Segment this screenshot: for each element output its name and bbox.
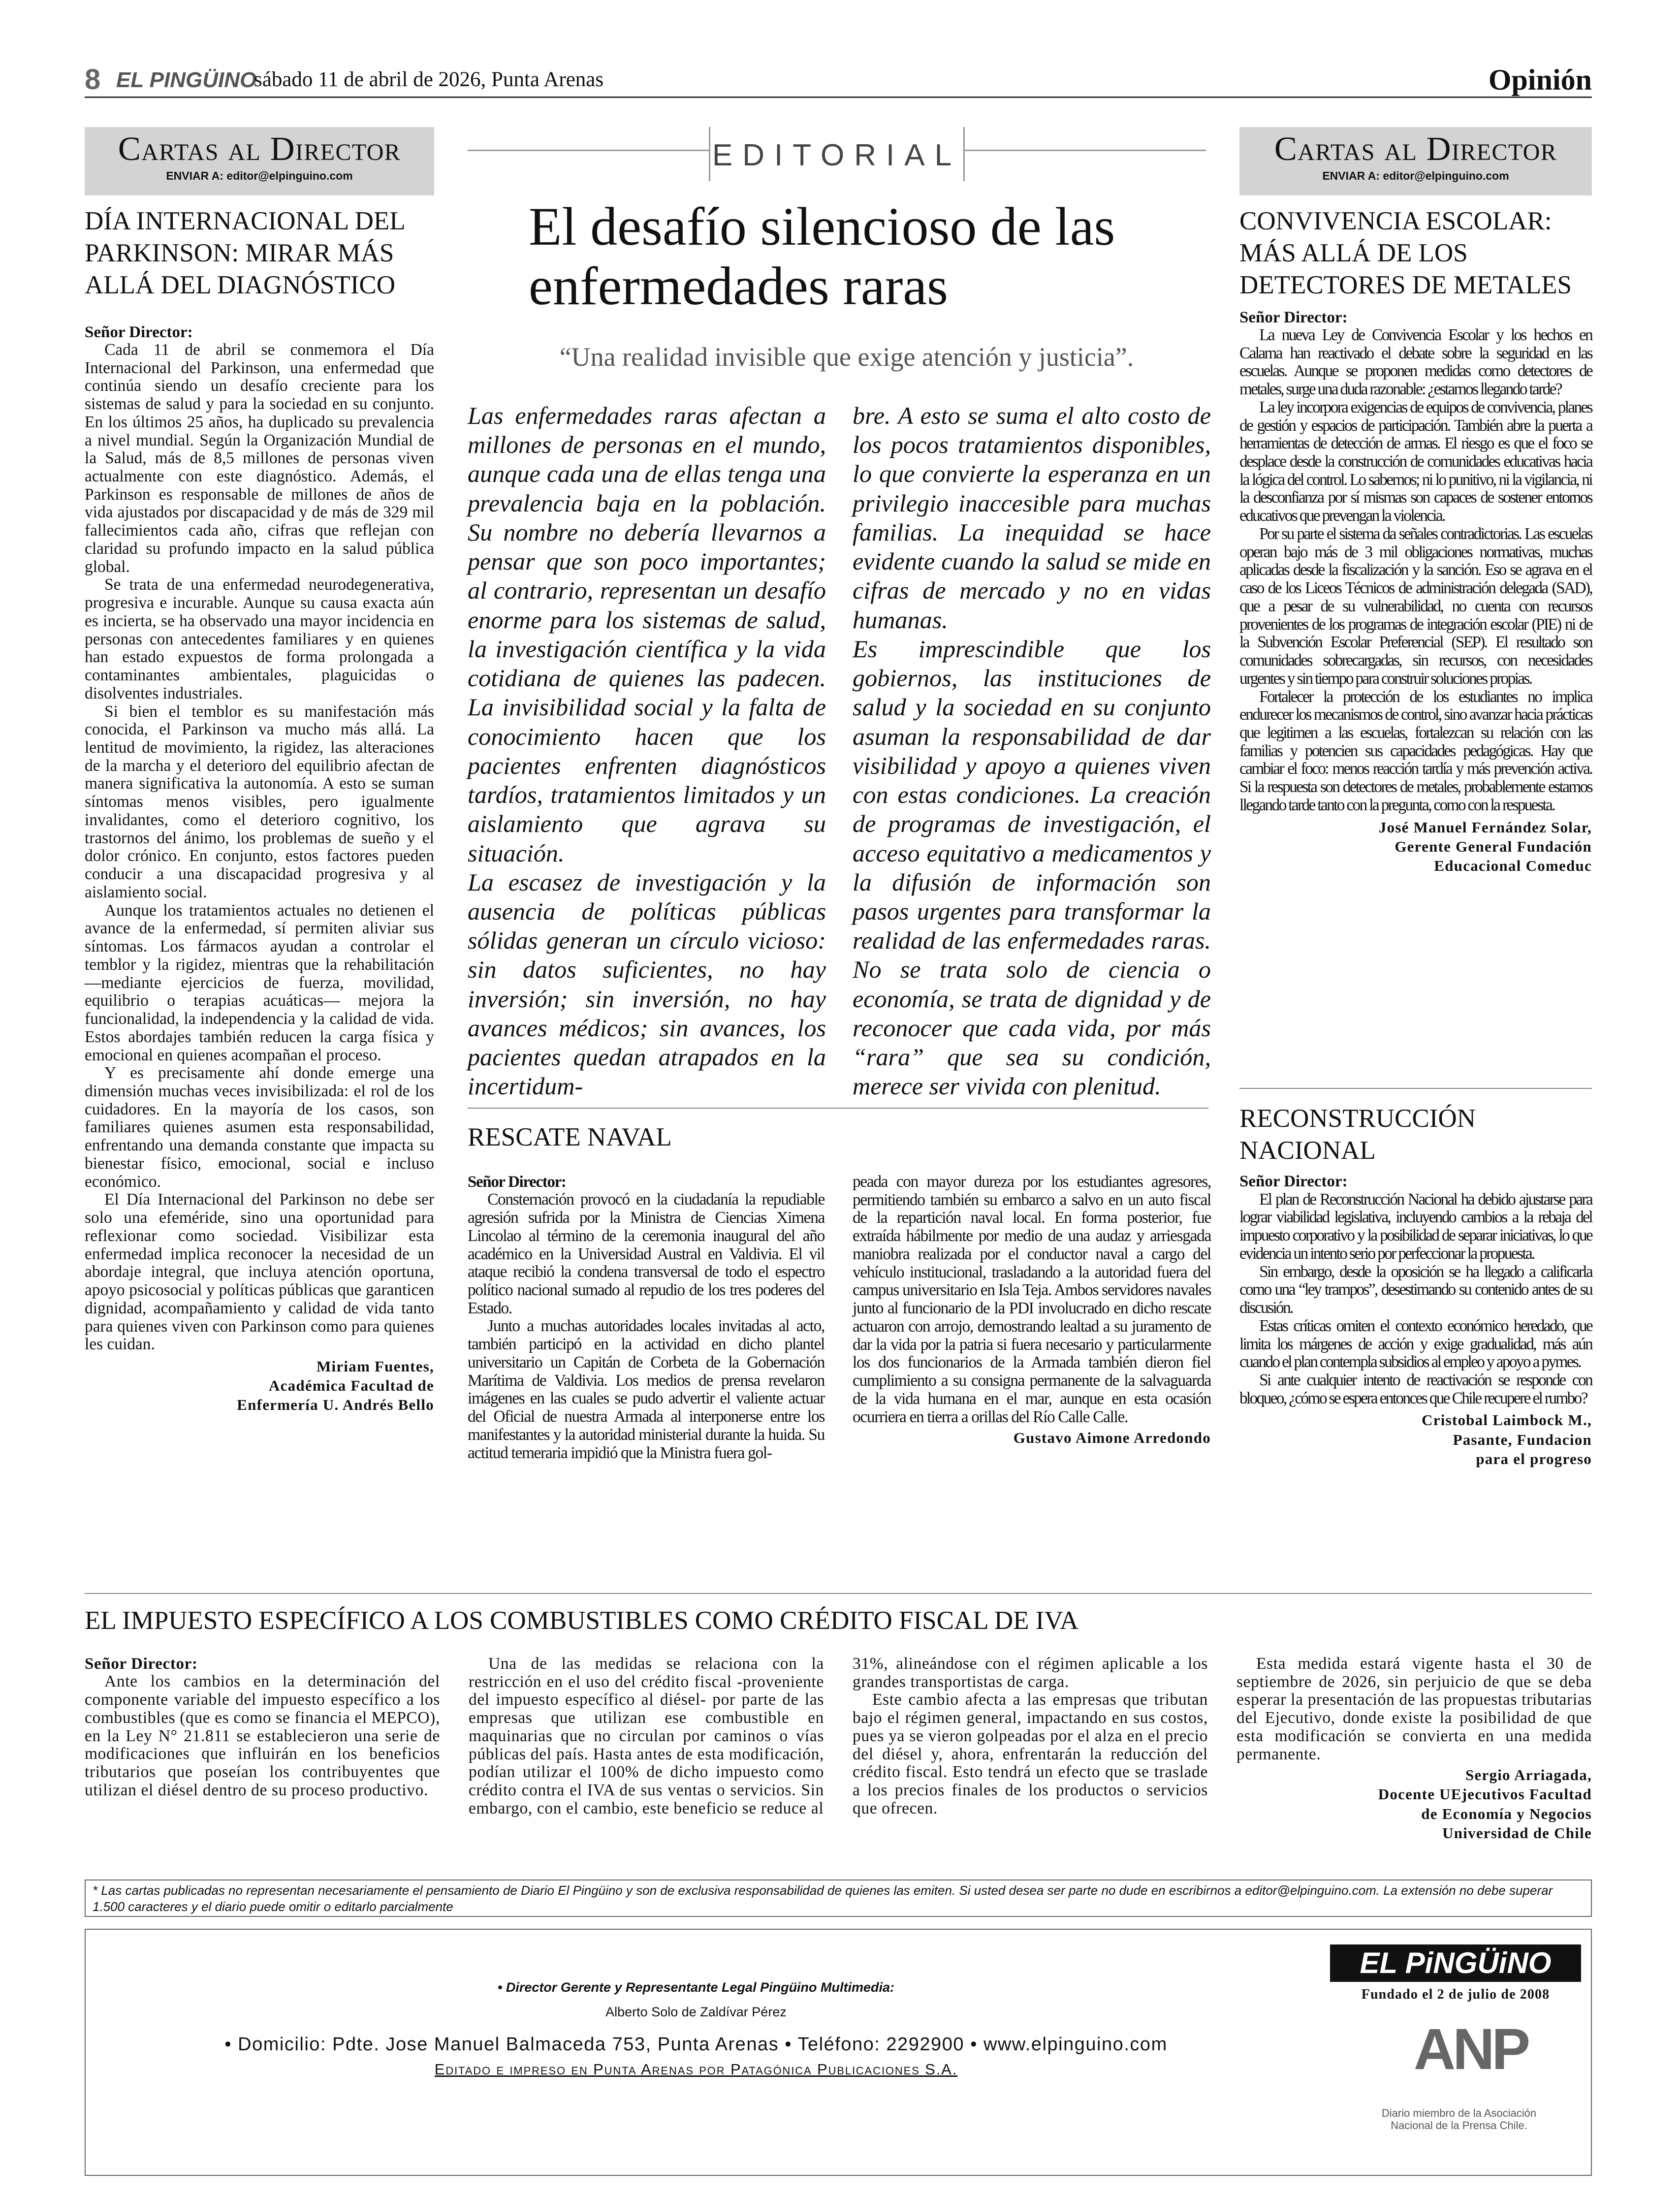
- paragraph: Aunque los tratamientos actuales no detienen el avance de la enfermedad, sí permiten aliviar sus síntomas. Los fármacos ayudan a controlar el temblor y la rigidez, mientras que la rehabilitación —mediante ejercicios de fuerza, movilidad, equilibrio o terapias acuáticas— mejora la funcionalidad, la independencia y la calidad de vida. Estos abordajes también reducen la carga física y emocional en quienes acompañan el proceso.: [85, 901, 434, 1064]
- paragraph: La nueva Ley de Convivencia Escolar y los hechos en Calama han reactivado el debate sobre la seguridad en las escuelas. Aunque se proponen medidas como detectores de metales, surge una duda razonable: ¿estamos llegando tarde?: [1239, 325, 1592, 399]
- page-number: 8: [85, 64, 101, 96]
- divider: [468, 1108, 1208, 1109]
- paragraph: Ante los cambios en la determinación del componente variable del impuesto específico a los combustibles (que es como se financia el MEPCO), en la Ley N° 21.811 se establecieron una serie de modificaciones que influirán en los beneficios tributarios que poseían los contribuyentes que utilizan el diésel dentro de su proceso productivo.: [85, 1672, 440, 1799]
- footer-edited: Editado e impreso en Punta Arenas por Patagónica Publicaciones S.A.: [434, 2061, 958, 2078]
- impuesto-col-2: [469, 1655, 824, 1843]
- cartas-title: Cartas al Director: [1274, 130, 1557, 167]
- section-title: Opinión: [1488, 64, 1592, 96]
- paragraph: El Día Internacional del Parkinson no debe ser solo una efeméride, sino una oportunidad para reflexionar como sociedad. Visibilizar esta enfermedad implica reconocer la necesidad de un abordaje integral, que incluya atención oportuna, apoyo psicosocial y políticas públicas que garanticen dignidad, acompañamiento y calidad de vida tanto para quienes viven con Parkinson como para quienes les cuidan.: [85, 1190, 434, 1354]
- letter-body: [85, 323, 434, 1354]
- editorial-paragraph: bre. A esto se suma el alto costo de los pocos tratamientos disponibles, lo que convierte la esperanza en un privilegio inaccesible para muchas familias. La inequidad se hace evidente cuando la salud se mide en cifras de mercado y no en vidas humanas.: [853, 402, 1211, 634]
- salutation: Señor Director:: [1239, 1173, 1348, 1191]
- anp-text: Diario miembro de la Asociación Nacional de la Prensa Chile.: [1381, 2107, 1537, 2132]
- footer-director-label: • Director Gerente y Representante Legal Pingüino Multimedia:: [497, 1980, 895, 1995]
- disclaimer-box: [85, 1879, 1592, 1917]
- editorial-paragraph: Las enfermedades raras afectan a millones de personas en el mundo, aunque cada una de ellas tenga una prevalencia baja en la población. Su nombre no debería llevarnos a pensar que son poco importantes; al contrario, representan un desafío enorme para los sistemas de salud, la investigación científica y la vida cotidiana de quienes las padecen. La invisibilidad social y la falta de conocimiento hacen que los pacientes enfrenten diagnósticos tardíos, tratamientos limitados y un aislamiento que agrava su situación.: [468, 402, 826, 867]
- cartas-box-right: [1239, 127, 1592, 195]
- header-rule: [85, 96, 1592, 98]
- paragraph: Si ante cualquier intento de reactivación se responde con bloqueo, ¿cómo se espera entonces que Chile recupere el rumbo?: [1239, 1371, 1592, 1407]
- paragraph: Fortalecer la protección de los estudiantes no implica endurecer los mecanismos de control, sino avanzar hacia prácticas que legitimen a las escuelas, fortalezcan su relación con las familias y potencien sus capacidades pedagógicas. Hay que cambiar el foco: menos reacción tardía y más prevención activa. Si la respuesta son detectores de metales, probablemente estamos llegando tarde tanto con la pregunta, como con la respuesta.: [1239, 687, 1592, 814]
- right-letter-1: [1239, 127, 1592, 875]
- impuesto-col-1: [85, 1655, 440, 1843]
- header-brand: EL PINGÜINO: [116, 68, 257, 92]
- editorial-label: EDITORIAL: [712, 138, 962, 172]
- letter-body: [1239, 1173, 1592, 1407]
- editorial-paragraph: La escasez de investigación y la ausencia de políticas públicas sólidas generan un círculo vicioso: sin datos suficientes, no hay inversión; sin inversión, no hay avances médicos; sin avances, los pacientes quedan atrapados en la incertidum-: [468, 868, 826, 1100]
- letter-body: [1239, 309, 1592, 815]
- letter-title: CONVIVENCIA ESCOLAR: MÁS ALLÁ DE LOS DETECTORES DE METALES: [1239, 207, 1572, 300]
- salutation: Señor Director:: [85, 323, 193, 341]
- footer-founded: Fundado el 2 de julio de 2008: [1361, 1987, 1550, 2002]
- editorial-paragraph: Es imprescindible que los gobiernos, las instituciones de salud y la sociedad en su conjunto asuman la responsabilidad de dar visibilidad y apoyo a quienes viven con estas condiciones. La creación de programas de investigación, el acceso equitativo a medicamentos y la difusión de información son pasos urgentes para transformar la realidad de las enfermedades raras. No se trata solo de ciencia o economía, se trata de dignidad y de reconocer que cada vida, por más “rara” que sea su condición, merece ser vivida con plenitud.: [853, 635, 1211, 1100]
- editorial-col-1: [468, 401, 826, 1101]
- rescate-col-2: [853, 1173, 1211, 1447]
- letter-signature: José Manuel Fernández Solar, Gerente General Fundación Educacional Comeduc: [1378, 818, 1592, 874]
- paragraph: peada con mayor dureza por los estudiantes agresores, permitiendo también su embarco a salvo en un auto fiscal de la repartición naval local. En forma posterior, fue extraída hábilmente por medio de una audaz y arriesgada maniobra realizada por el conductor naval a cargo del vehículo institucional, trasladando a la autoridad fuera del campus universitario en Isla Teja. Ambos servidores navales junto al funcionario de la PDI involucrado en dicho rescate actuaron con arrojo, demostrando lealtad a su juramento de dar la vida por la patria si fuera necesario y particularmente los dos funcionarios de la Armada también dieron fiel cumplimiento a su consigna permanente de la salvaguarda de la vida humana en el mar, aunque en esta ocasión ocurriera en tierra a orillas del Río Calle Calle.: [853, 1173, 1211, 1426]
- impuesto-col-3: [853, 1655, 1208, 1843]
- salutation: Señor Director:: [85, 1655, 198, 1673]
- paragraph: Sin embargo, desde la oposición se ha llegado a calificarla como una “ley trampos”, desestimando su contenido antes de su discusión.: [1239, 1262, 1592, 1317]
- paragraph: Se trata de una enfermedad neurodegenerativa, progresiva e incurable. Aunque su causa exacta aún es incierta, se ha observado una mayor incidencia en personas con antecedentes familiares y en quienes han estado expuestos de forma prolongada a contaminantes ambientales, plaguicidas o disolventes industriales.: [85, 575, 434, 702]
- editorial-col-2: [853, 401, 1211, 1101]
- footer-address: • Domicilio: Pdte. Jose Manuel Balmaceda 753, Punta Arenas • Teléfono: 2292900 • www.elpinguino.com: [224, 2034, 1168, 2055]
- letter-signature: Cristobal Laimbock M., Pasante, Fundacion para el progreso: [1422, 1411, 1592, 1467]
- footer-director-name: Alberto Solo de Zaldívar Pérez: [605, 2005, 787, 2019]
- paragraph: La ley incorpora exigencias de equipos de convivencia, planes de gestión y espacios de participación. También abre la puerta a herramientas de detección de armas. El riesgo es que el foco se desplace desde la construcción de comunidades educativas hacia la lógica del control. Lo sabemos; ni lo punitivo, ni la vigilancia, ni la desconfianza por sí mismas son capaces de sostener entornos educativos que prevengan la violencia.: [1239, 398, 1592, 525]
- paragraph: Una de las medidas se relaciona con la restricción en el uso del crédito fiscal -proveniente del impuesto específico al diésel- por parte de las empresas que utilizan ese combustible en maquinarias que no circulan por caminos o vías públicas del país. Hasta antes de esta modificación, podían utilizar el 100% de dicho impuesto como crédito contra el IVA de sus ventas o servicios. Sin embargo, con el cambio, este beneficio se reduce al: [469, 1655, 824, 1817]
- paragraph: Consternación provocó en la ciudadanía la repudiable agresión sufrida por la Ministra de Ciencias Ximena Lincolao al término de la ceremonia inaugural del año académico en la Universidad Austral en Valdivia. El vil ataque recibió la condena transversal de todo el espectro político nacional sumado al repudio de los tres poderes del Estado.: [468, 1190, 824, 1317]
- impuesto-signature: Sergio Arriagada, Docente UEjecutivos Facultad de Economía y Negocios Universidad de Chile: [1378, 1766, 1592, 1842]
- impuesto-col-4: [1236, 1655, 1592, 1843]
- paragraph: Por su parte el sistema da señales contradictorias. Las escuelas operan bajo más de 3 mil obligaciones normativas, muchas aplicadas desde la fiscalización y la sanción. Eso se agrava en el caso de los Liceos Técnicos de administración delegada (SAD), que a pesar de su vulnerabilidad, no cuenta con recursos provenientes de los programas de integración escolar (PIE) ni de la Subvención Escolar Preferencial (SEP). El resultado son comunidades sobrecargadas, sin recursos, con necesidades urgentes y sin tiempo para construir soluciones propias.: [1239, 524, 1592, 688]
- editorial-rule-left: [468, 150, 709, 151]
- paragraph: Este cambio afecta a las empresas que tributan bajo el régimen general, impactando en sus costos, pues ya se vieron golpeadas por el alza en el precio del diésel y, ahora, enfrentarán la reducción del crédito fiscal. Esto tendrá un efecto que se traslade a los precios finales de los productos o servicios que ofrecen.: [853, 1690, 1208, 1817]
- impuesto-columns: [85, 1655, 1592, 1843]
- paragraph: Junto a muchas autoridades locales invitadas al acto, también participó en la actividad en dicho plantel universitario un Capitán de Corbeta de la Gobernación Marítima de Valdivia. Los medios de prensa revelaron imágenes en las cuales se pudo advertir el valiente actuar del Oficial de nuestra Armada al interponerse entre los manifestantes y la autoridad ministerial durante la huida. Su actitud temeraria impidió que la Ministra fuera gol-: [468, 1317, 824, 1462]
- rescate-col-1: [468, 1173, 824, 1462]
- letter-title: RECONSTRUCCIÓN NACIONAL: [1239, 1104, 1476, 1165]
- paragraph: 31%, alineándose con el régimen aplicable a los grandes transportistas de carga.: [853, 1655, 1208, 1691]
- cartas-email: ENVIAR A: editor@elpinguino.com: [1322, 169, 1509, 183]
- editorial-subtitle: “Una realidad invisible que exige atención y justicia”.: [559, 342, 1134, 372]
- paragraph: El plan de Reconstrucción Nacional ha debido ajustarse para lograr viabilidad legislativa, incluyendo cambios a la rebaja del impuesto corporativo y la posibilidad de separar iniciativas, lo que evidencia un intento serio por perfeccionar la propuesta.: [1239, 1190, 1592, 1263]
- right-letter-2: [1239, 1103, 1592, 1468]
- disclaimer-text: * Las cartas publicadas no representan necesariamente el pensamiento de Diario El Pingüino y son de exclusiva responsabilidad de quienes las emiten. Si usted desea ser parte no dude en escribirnos a editor@elpinguino.com. La extensión no debe superar 1.500 caracteres y el diario puede omitir o editarlo parcialmente: [93, 1883, 1553, 1914]
- letter-signature: Miriam Fuentes, Académica Facultad de Enfermería U. Andrés Bello: [237, 1357, 434, 1414]
- editorial-title: El desafío silencioso de las enfermedades raras: [529, 196, 1115, 316]
- rescate-title: RESCATE NAVAL: [468, 1123, 672, 1151]
- cartas-email: ENVIAR A: editor@elpinguino.com: [166, 169, 353, 183]
- paragraph: Estas críticas omiten el contexto económico heredado, que limita los márgenes de acción y exige gradualidad, más aún cuando el plan contempla subsidios al empleo y apoyo a pymes.: [1239, 1316, 1592, 1371]
- divider: [85, 1593, 1592, 1594]
- cartas-box-left: [85, 127, 434, 195]
- letter-title: DÍA INTERNACIONAL DEL PARKINSON: MIRAR MÁS ALLÁ DEL DIAGNÓSTICO: [85, 207, 405, 300]
- impuesto-title: EL IMPUESTO ESPECÍFICO A LOS COMBUSTIBLES COMO CRÉDITO FISCAL DE IVA: [85, 1606, 1079, 1635]
- header-date: sábado 11 de abril de 2026, Punta Arenas: [254, 68, 604, 91]
- footer-logo: EL PiNGÜiNO: [1330, 1944, 1581, 1982]
- salutation: Señor Director:: [1239, 308, 1348, 326]
- footer-box: [85, 1929, 1592, 2176]
- paragraph: Y es precisamente ahí donde emerge una dimensión muchas veces invisibilizada: el rol de los cuidadores. En la mayoría de los casos, son familiares quienes asumen esta responsabilidad, enfrentando una demanda constante que impacta su bienestar físico, emocional, social e incluso económico.: [85, 1064, 434, 1191]
- paragraph: Esta medida estará vigente hasta el 30 de septiembre de 2026, sin perjuicio de que se deba esperar la presentación de las propuestas tributarias del Ejecutivo, donde existe la posibilidad de que esta modificación se convierta en una medida permanente.: [1236, 1655, 1592, 1763]
- anp-logo: ANP: [1414, 2017, 1528, 2082]
- rescate-signature: Gustavo Aimone Arredondo: [1013, 1429, 1211, 1447]
- cartas-title: Cartas al Director: [118, 130, 401, 167]
- divider: [1239, 1088, 1592, 1089]
- paragraph: Si bien el temblor es su manifestación más conocida, el Parkinson va mucho más allá. La lentitud de movimiento, la rigidez, las alteraciones de la marcha y el deterioro del equilibrio afectan de manera significativa la autonomía. A esto se suman síntomas menos visibles, pero igualmente invalidantes, como el deterioro cognitivo, los trastornos del ánimo, los problemas de sueño y el dolor crónico. En conjunto, estos factores pueden conducir a una discapacidad progresiva y al aislamiento social.: [85, 702, 434, 901]
- editorial-rule-right: [965, 150, 1206, 151]
- salutation: Señor Director:: [468, 1173, 566, 1191]
- paragraph: Cada 11 de abril se conmemora el Día Internacional del Parkinson, una enfermedad que continúa siendo un desafío creciente para los sistemas de salud y para la sociedad en su conjunto. En los últimos 25 años, ha duplicado su prevalencia a nivel mundial. Según la Organización Mundial de la Salud, más de 8,5 millones de personas viven actualmente con este diagnóstico. Además, el Parkinson es responsable de millones de años de vida ajustados por discapacidad y de más de 329 mil fallecimientos cada año, cifras que reflejan con claridad su profundo impacto en la salud pública global.: [85, 340, 434, 576]
- left-letter: [85, 127, 434, 1414]
